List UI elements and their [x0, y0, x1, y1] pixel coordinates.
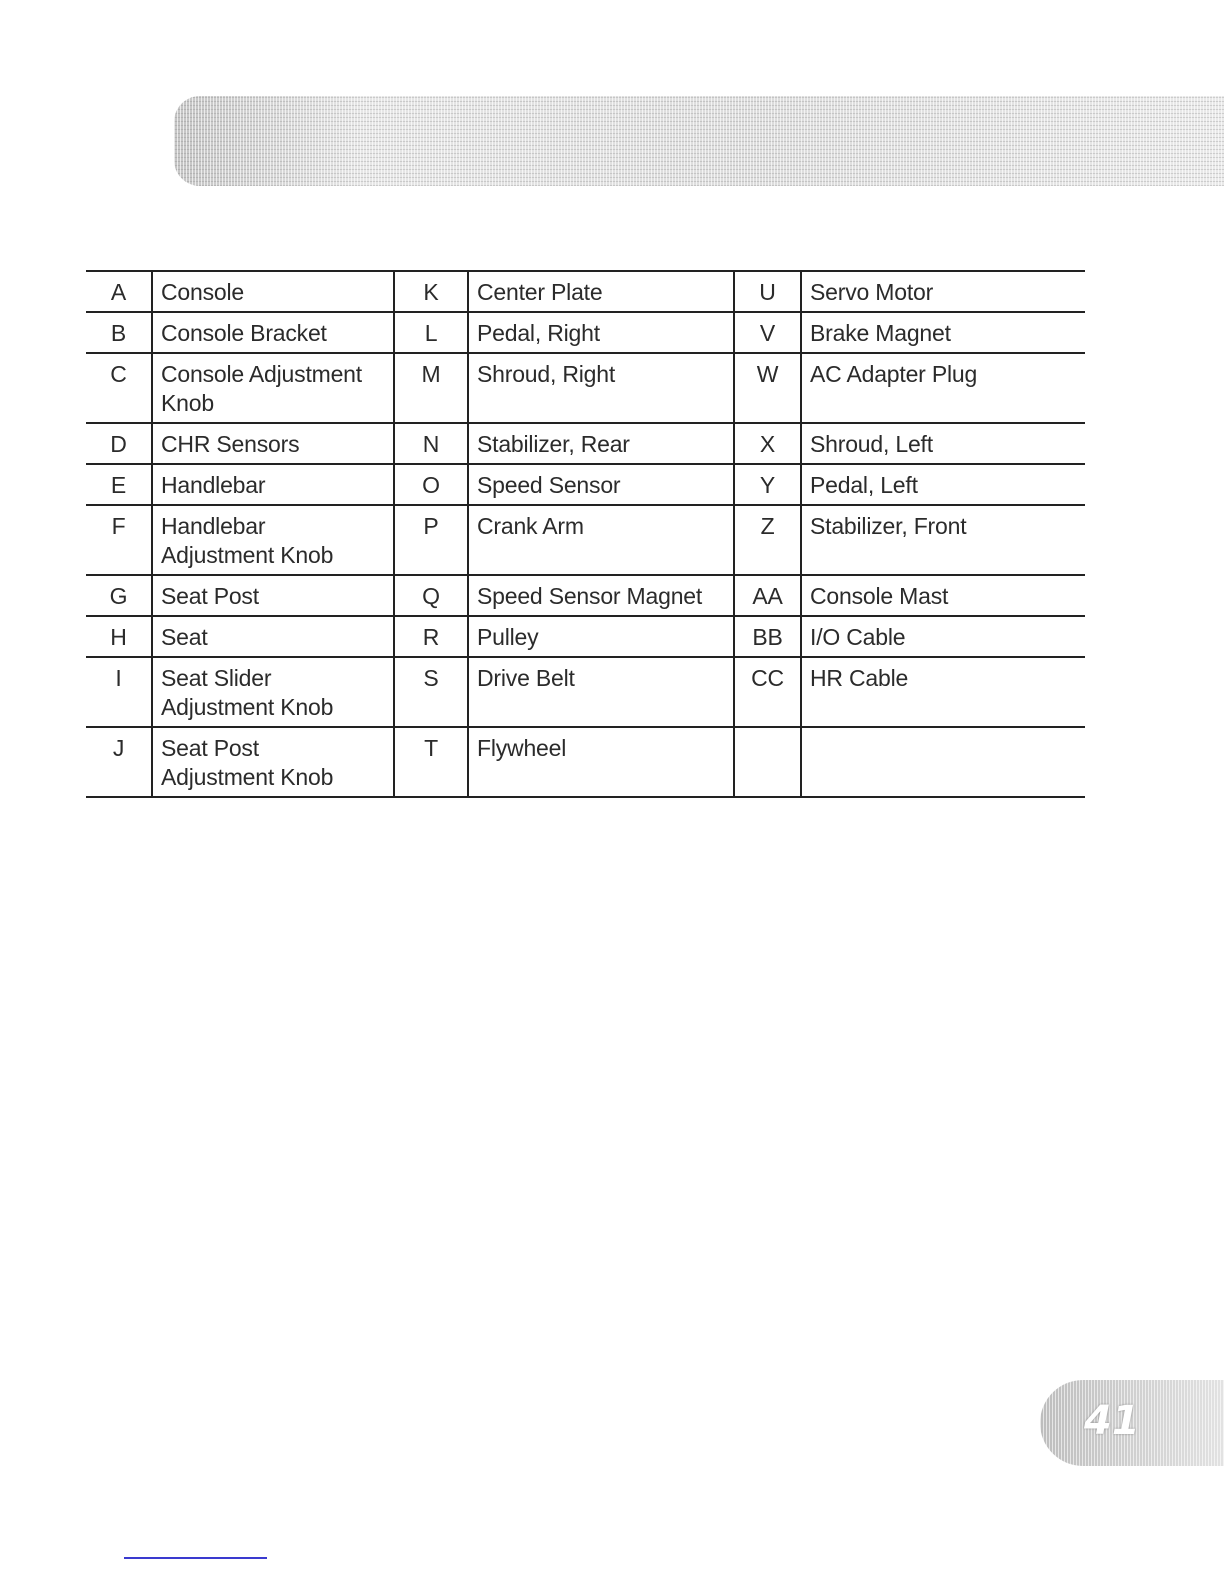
part-code: C	[86, 353, 152, 423]
part-name: HR Cable	[801, 657, 1085, 727]
part-name: Console Adjustment Knob	[152, 353, 394, 423]
part-name: Shroud, Left	[801, 423, 1085, 464]
part-name: Seat Post	[152, 575, 394, 616]
part-name: Pulley	[468, 616, 734, 657]
table-row	[86, 657, 1085, 727]
table-row	[86, 505, 1085, 575]
table-row	[86, 727, 1085, 797]
part-code: Q	[394, 575, 468, 616]
part-name: AC Adapter Plug	[801, 353, 1085, 423]
table-row	[86, 423, 1085, 464]
part-name: Servo Motor	[801, 271, 1085, 312]
part-name: Seat Slider Adjustment Knob	[152, 657, 394, 727]
part-code: B	[86, 312, 152, 353]
part-code: A	[86, 271, 152, 312]
part-name: Flywheel	[468, 727, 734, 797]
parts-list-body	[86, 271, 1085, 797]
part-code: CC	[734, 657, 801, 727]
part-name: Handlebar	[152, 464, 394, 505]
part-name	[801, 727, 1085, 797]
part-code: BB	[734, 616, 801, 657]
table-row	[86, 464, 1085, 505]
part-name: Center Plate	[468, 271, 734, 312]
part-code: W	[734, 353, 801, 423]
part-code: H	[86, 616, 152, 657]
table-row	[86, 353, 1085, 423]
part-code: P	[394, 505, 468, 575]
part-code: U	[734, 271, 801, 312]
header-band	[174, 96, 1224, 186]
part-code	[734, 727, 801, 797]
part-name: Brake Magnet	[801, 312, 1085, 353]
part-code: O	[394, 464, 468, 505]
part-code: L	[394, 312, 468, 353]
part-name: Console Bracket	[152, 312, 394, 353]
table-row	[86, 575, 1085, 616]
part-code: R	[394, 616, 468, 657]
part-name: Stabilizer, Rear	[468, 423, 734, 464]
part-name: Speed Sensor Magnet	[468, 575, 734, 616]
part-code: D	[86, 423, 152, 464]
part-code: M	[394, 353, 468, 423]
part-code: G	[86, 575, 152, 616]
part-name: I/O Cable	[801, 616, 1085, 657]
table-row	[86, 616, 1085, 657]
part-name: CHR Sensors	[152, 423, 394, 464]
part-code: S	[394, 657, 468, 727]
part-name: Shroud, Right	[468, 353, 734, 423]
part-code: F	[86, 505, 152, 575]
part-code: E	[86, 464, 152, 505]
table-row	[86, 312, 1085, 353]
footer-rule	[124, 1557, 267, 1559]
part-code: T	[394, 727, 468, 797]
part-name: Seat	[152, 616, 394, 657]
part-code: N	[394, 423, 468, 464]
part-name: Pedal, Left	[801, 464, 1085, 505]
part-name: Drive Belt	[468, 657, 734, 727]
part-name: Console	[152, 271, 394, 312]
part-code: Z	[734, 505, 801, 575]
part-name: Handlebar Adjustment Knob	[152, 505, 394, 575]
part-code: X	[734, 423, 801, 464]
part-name: Speed Sensor	[468, 464, 734, 505]
part-name: Seat Post Adjustment Knob	[152, 727, 394, 797]
part-code: J	[86, 727, 152, 797]
page-number-badge	[1040, 1380, 1224, 1466]
part-name: Crank Arm	[468, 505, 734, 575]
table-row	[86, 271, 1085, 312]
parts-list-table	[86, 270, 1085, 798]
part-name: Pedal, Right	[468, 312, 734, 353]
part-name: Stabilizer, Front	[801, 505, 1085, 575]
part-code: V	[734, 312, 801, 353]
page-number: 41	[1084, 1398, 1140, 1444]
part-code: AA	[734, 575, 801, 616]
part-name: Console Mast	[801, 575, 1085, 616]
part-code: Y	[734, 464, 801, 505]
part-code: K	[394, 271, 468, 312]
part-code: I	[86, 657, 152, 727]
